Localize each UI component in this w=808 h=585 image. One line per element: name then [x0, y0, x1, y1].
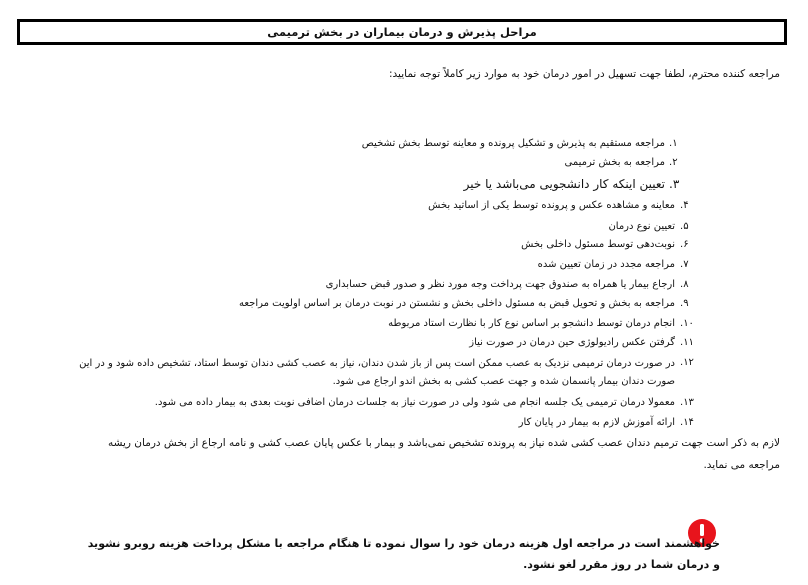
step-text: انجام درمان توسط دانشجو بر اساس نوع کار با نظارت استاد مربوطه: [388, 318, 675, 329]
step-text: تعیین نوع درمان: [608, 221, 675, 232]
step-number: ۱۲.: [680, 357, 694, 368]
step-text: در صورت درمان ترمیمی نزدیک به عصب ممکن است پس از باز شدن دندان، نیاز به عصب کشی دندان توسط استاد، تشخیص داده شود و در این صورت دندان بیمار پانسمان شده و جهت عصب کشی به بخش اندو ارجاع می شود.: [79, 358, 675, 387]
step-number: ۴.: [680, 200, 689, 211]
step-number: ۱۳.: [680, 397, 694, 408]
step-number: ۹.: [680, 298, 689, 309]
step-text: مراجعه به بخش ترمیمی: [564, 157, 665, 168]
note-text: لازم به ذکر است جهت ترمیم دندان عصب کشی شده نیاز به پرونده تشخیص نمی‌باشد و بیمار با عکس پایان عصب کشی و نامه ارجاع از بخش درمان ریشه مراجعه می نماید.: [107, 437, 780, 471]
step-text: تعیین اینکه کار دانشجویی می‌باشد یا خیر: [463, 177, 665, 191]
step-text: مراجعه به بخش و تحویل قبض به مسئول داخلی بخش و نشستن در نوبت درمان بر اساس اولویت مراجعه: [238, 298, 675, 309]
warning-text: خواهشمند است در مراجعه اول هزینه درمان خود را سوال نموده تا هنگام مراجعه با مشکل پرداخت هزینه روبرو نشوید و درمان شما در روز مقرر لغو نشود.: [87, 537, 720, 571]
step-text: معمولا درمان ترمیمی یک جلسه انجام می شود ولی در صورت نیاز به جلسات درمان اضافی نوبت بعدی به بیمار داده می شود.: [154, 397, 675, 408]
intro-text: مراجعه کننده محترم، لطفا جهت تسهیل در امور درمان خود به موارد زیر کاملاً توجه نمایید:: [389, 68, 780, 80]
page-title: مراحل پذیرش و درمان بیماران در بخش ترمیمی: [267, 25, 537, 39]
step-number: ۶.: [680, 239, 689, 250]
step-number: ۵.: [680, 221, 689, 232]
step-number: ۱۴.: [680, 417, 694, 428]
step-number: ۳.: [669, 177, 680, 191]
step-text: معاینه و مشاهده عکس و پرونده توسط یکی از اساتید بخش: [428, 200, 675, 211]
step-number: ۸.: [680, 279, 689, 290]
step-number: ۱۰.: [680, 318, 694, 329]
step-number: ۱۱.: [680, 337, 694, 348]
step-text: ارائه آموزش لازم به بیمار در پایان کار: [518, 417, 675, 428]
title-box: [17, 19, 787, 45]
step-number: ۲.: [669, 157, 678, 168]
step-number: ۱.: [669, 138, 678, 149]
step-text: ارجاع بیمار یا همراه به صندوق جهت پرداخت وجه مورد نظر و صدور قبض حسابداری: [325, 279, 675, 290]
step-text: مراجعه مجدد در زمان تعیین شده: [537, 259, 675, 270]
step-text: نوبت‌دهی توسط مسئول داخلی بخش: [521, 239, 675, 250]
step-text: مراجعه مستقیم به پذیرش و تشکیل پرونده و معاینه توسط بخش تشخیص: [361, 138, 665, 149]
step-text: گرفتن عکس رادیولوژی حین درمان در صورت نیاز: [469, 337, 675, 348]
step-number: ۷.: [680, 259, 689, 270]
